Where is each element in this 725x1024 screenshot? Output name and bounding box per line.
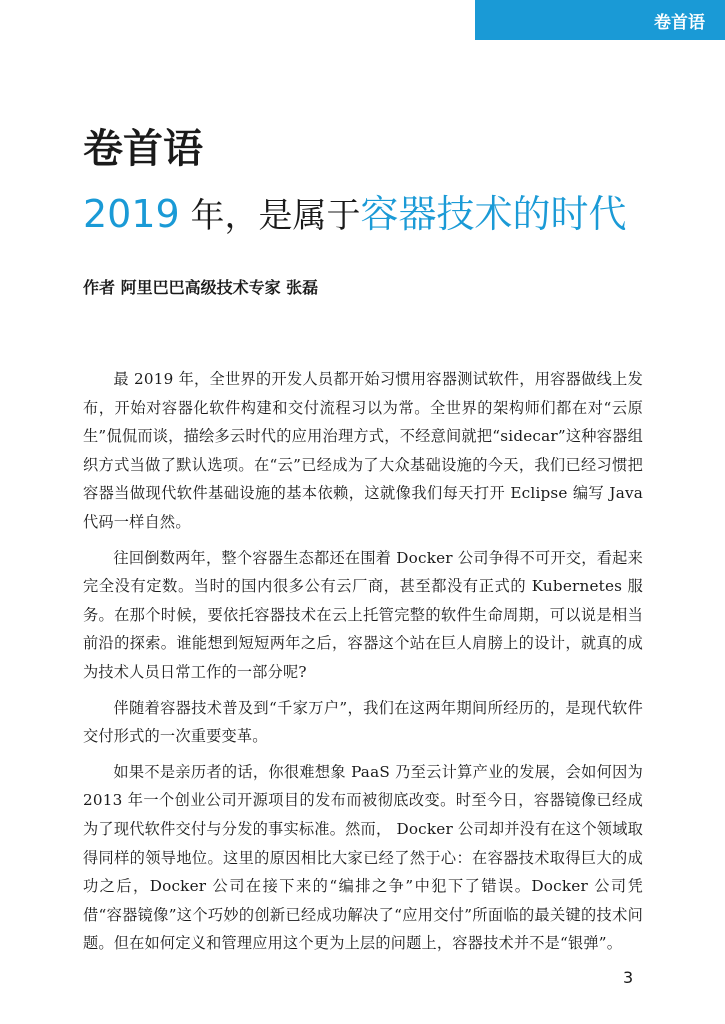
paragraph-1: 最 2019 年，全世界的开发人员都开始习惯用容器测试软件，用容器做线上发布，开始对容器化软件构建和交付流程习以为常。全世界的架构师们都在对“云原生”侃侃而谈，描绘多云时代的应用治理方式，不经意间就把“sidecar”这种容器组织方式当做了默认选项。在“云”已经成为了大众基础设施的今天，我们已经习惯把容器当做现代软件基础设施的基本依赖，这就像我们每天打开 Eclipse 编写 Java 代码一样自然。 <box>83 370 643 531</box>
article-body <box>83 365 643 965</box>
page-title: 卷首语 <box>83 126 203 172</box>
author-byline: 作者 阿里巴巴高级技术专家 张磊 <box>83 278 319 297</box>
paragraph-3: 伴随着容器技术普及到“千家万户”，我们在这两年期间所经历的，是现代软件交付形式的一次重要变革。 <box>83 698 643 746</box>
paragraph-4: 如果不是亲历者的话，你很难想象 PaaS 乃至云计算产业的发展，会如何因为 2013 年一个创业公司开源项目的发布而被彻底改变。时至今日，容器镜像已经成为了现代软件交付与分发的事实标准。然而， Docker 公司却并没有在这个领域取得同样的领导地位。这里的原因相比大家已经了然于心：在容器技术取得巨大的成功之后，Docker 公司在接下来的“编排之争”中犯下了错误。Docker 公司凭借“容器镜像”这个巧妙的创新已经成功解决了“应用交付”所面临的最关键的技术问题。但在如何定义和管理应用这个更为上层的问题上，容器技术并不是“银弹”。 <box>83 762 643 953</box>
subtitle-highlight: 容器技术的时代 <box>360 192 627 236</box>
article-subtitle <box>83 192 627 238</box>
paragraph-2: 往回倒数两年，整个容器生态都还在围着 Docker 公司争得不可开交，看起来完全没有定数。当时的国内很多公有云厂商，甚至都没有正式的 Kubernetes 服务。在那个时候，要依托容器技术在云上托管完整的软件生命周期，可以说是相当前沿的探索。谁能想到短短两年之后，容器这个站在巨人肩膀上的设计，就真的成为技术人员日常工作的一部分呢? <box>83 548 643 681</box>
section-tab: 卷首语 <box>475 0 725 40</box>
subtitle-year: 2019 <box>83 192 180 236</box>
subtitle-mid: 年，是属于 <box>179 196 361 236</box>
page-number: 3 <box>623 968 634 987</box>
